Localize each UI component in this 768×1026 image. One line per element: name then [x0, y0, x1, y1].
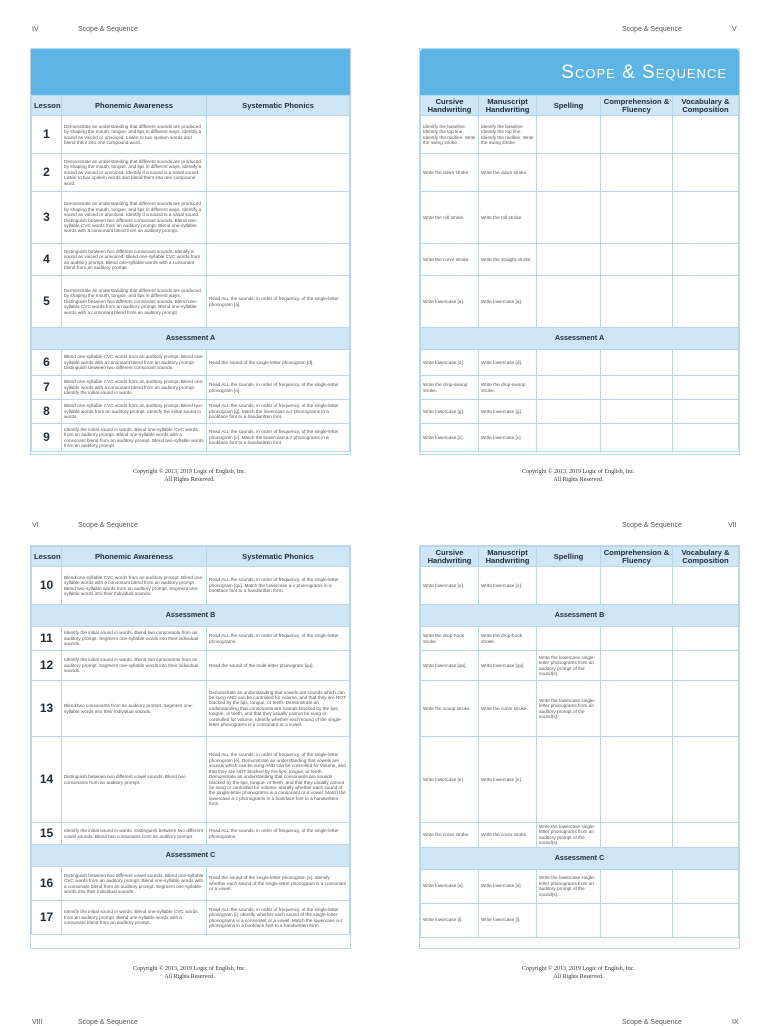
assessment-label: Assessment C: [421, 847, 739, 869]
cursive-cell: Write the scoop stroke.: [421, 681, 479, 737]
assessment-row: [421, 605, 739, 627]
copyright-footer: Copyright © 2013, 2019 Logic of English, Inc. All Rights Reserved.: [133, 469, 246, 483]
comprehension-cell: [601, 424, 673, 452]
manuscript-cell: Write lowercase [e].: [479, 737, 537, 823]
vocabulary-cell: [673, 424, 739, 452]
comprehension-cell: [601, 376, 673, 400]
vocabulary-cell: [673, 903, 739, 937]
systematic-phonics-cell: Read ALL the sounds, in order of frequency, of the single-letter phonogram [i]. Identify whether each sound of the single-letter phonograms is a consonant or a vowel. Match the lowercase a-z phonograms in a bookface font to a handwritten form.: [207, 901, 350, 935]
page-number: VII: [728, 522, 737, 529]
phonemic-awareness-cell: Distinguish between two different vowel sounds. Blend two consonants from an auditory prompt.: [62, 737, 207, 823]
page-number: V: [732, 26, 737, 33]
lesson-row: [32, 567, 350, 605]
lesson-number: 8: [32, 400, 62, 424]
spelling-cell: Write the lowercase single-letter phonograms from an auditory prompt of the sound(s).: [537, 869, 601, 903]
cursive-cell: Write lowercase [o].: [421, 567, 479, 605]
comprehension-cell: [601, 350, 673, 376]
manuscript-cell: Write lowercase [o].: [479, 567, 537, 605]
comprehension-cell: [601, 244, 673, 276]
assessment-row: [32, 845, 350, 867]
cursive-cell: Write lowercase [qu].: [421, 651, 479, 681]
comprehension-cell: [601, 567, 673, 605]
manuscript-cell: Identify the baseline. Identify the top line. Identify the midline. Write the swing stroke.: [479, 116, 537, 154]
manuscript-cell: Write lowercase [qu].: [479, 651, 537, 681]
spelling-cell: [537, 424, 601, 452]
cursive-cell: Write lowercase [i].: [421, 903, 479, 937]
column-header: Manuscript Handwriting: [479, 547, 537, 567]
lesson-row: [32, 116, 350, 154]
lesson-number: 15: [32, 823, 62, 845]
vocabulary-cell: [673, 823, 739, 848]
lesson-row: [32, 737, 350, 823]
lesson-row: [32, 350, 350, 376]
lesson-number: 14: [32, 737, 62, 823]
phonemic-awareness-cell: Demonstrate an understanding that different sounds are produced by shaping the mouth, tongue, and lips in different ways. Distinguish between two different consonant sounds. Blend one-syllable CVC words from an auditory prompt. Blend one-syllable words with a consonant blend from an auditory prompt.: [62, 276, 207, 328]
comprehension-cell: [601, 869, 673, 903]
column-header: Phonemic Awareness: [62, 547, 207, 567]
lesson-row: [32, 651, 350, 681]
lesson-number: 10: [32, 567, 62, 605]
lesson-row: [421, 567, 739, 605]
phonemic-awareness-cell: Demonstrate an understanding that different sounds are produced by shaping the mouth, tongue, and lips in different ways. Identify a sound as voiced or unvoiced. Listen to two spoken words and blend them into one compound word.: [62, 116, 207, 154]
lesson-number: 11: [32, 627, 62, 651]
phonemic-awareness-cell: Blend one-syllable CVC words from an auditory prompt. Blend one-syllable words with a consonant blend from an auditory prompt. Distinguish between two different consonant sounds.: [62, 350, 207, 376]
assessment-label: Assessment A: [32, 328, 350, 350]
lesson-row: [421, 376, 739, 400]
column-header: Manuscript Handwriting: [479, 96, 537, 116]
cursive-cell: Write lowercase [s].: [421, 869, 479, 903]
table-header-row: [421, 96, 739, 116]
phonemic-awareness-cell: Distinguish between two different consonant sounds. Identify a sound as voiced or unvoiced. Blend one-syllable CVC words from an auditory prompt. Blend one-syllable words with a consonant blend from an auditory prompt.: [62, 244, 207, 276]
scope-table: [420, 546, 739, 938]
page-number: IX: [732, 1019, 739, 1026]
page-number: VIII: [32, 1019, 43, 1026]
systematic-phonics-cell: Read ALL the sounds, in order of frequency, of the single-letter phonogram [qu]. Match the lowercase a-z phonograms in a bookface font to a handwritten form.: [207, 567, 350, 605]
assessment-row: [421, 328, 739, 350]
cursive-cell: Write the down stroke.: [421, 154, 479, 192]
banner-title: Scope & Sequence: [561, 62, 727, 83]
vocabulary-cell: [673, 376, 739, 400]
column-header: Comprehension & Fluency: [601, 547, 673, 567]
running-head: Scope & Sequence: [622, 522, 682, 529]
cursive-cell: Write the cross stroke.: [421, 823, 479, 848]
column-header: Cursive Handwriting: [421, 96, 479, 116]
manuscript-cell: Write lowercase [g].: [479, 400, 537, 424]
lesson-number: 2: [32, 154, 62, 192]
manuscript-cell: Write lowercase [d].: [479, 350, 537, 376]
running-head: Scope & Sequence: [78, 522, 138, 529]
cursive-cell: Write the curve stroke.: [421, 244, 479, 276]
phonemic-awareness-cell: Blend two consonants from an auditory prompt. Segment one-syllable words into their individual sounds.: [62, 681, 207, 737]
vocabulary-cell: [673, 154, 739, 192]
spelling-cell: [537, 276, 601, 328]
manuscript-cell: Write the drop-hook stroke.: [479, 627, 537, 651]
page-number: VI: [32, 522, 39, 529]
lesson-row: [32, 192, 350, 244]
assessment-row: [421, 847, 739, 869]
lesson-row: [421, 869, 739, 903]
lesson-row: [421, 903, 739, 937]
running-head: Scope & Sequence: [78, 26, 138, 33]
cursive-cell: Write the drop-hook stroke.: [421, 627, 479, 651]
comprehension-cell: [601, 154, 673, 192]
scope-table: [31, 95, 350, 452]
spelling-cell: [537, 192, 601, 244]
spelling-cell: [537, 567, 601, 605]
table-header-row: [32, 96, 350, 116]
phonemic-awareness-cell: Blend one-syllable CVC words from an auditory prompt. Blend one-syllable words with a consonant blend from an auditory prompt. Identify the initial sound in words.: [62, 376, 207, 400]
comprehension-cell: [601, 903, 673, 937]
vocabulary-cell: [673, 737, 739, 823]
cursive-cell: Write lowercase [c].: [421, 424, 479, 452]
lesson-row: [421, 651, 739, 681]
spelling-cell: Write the lowercase single-letter phonograms from an auditory prompt of the sound(s).: [537, 823, 601, 848]
lesson-row: [32, 244, 350, 276]
lesson-row: [32, 823, 350, 845]
lesson-row: [32, 376, 350, 400]
systematic-phonics-cell: [207, 244, 350, 276]
comprehension-cell: [601, 681, 673, 737]
column-header: Lesson: [32, 547, 62, 567]
systematic-phonics-cell: Read ALL the sounds, in order of frequency, of the single-letter phonograms.: [207, 823, 350, 845]
lesson-number: 1: [32, 116, 62, 154]
lesson-row: [32, 154, 350, 192]
cursive-cell: Write lowercase [a].: [421, 276, 479, 328]
phonemic-awareness-cell: Demonstrate an understanding that different sounds are produced by shaping the mouth, tongue, and lips in different ways. Identify a sound as voiced or unvoiced. Identify if a sound is a nasal sound. Listen to two spoken words and blend them into one compound word.: [62, 154, 207, 192]
systematic-phonics-cell: [207, 116, 350, 154]
column-header: Cursive Handwriting: [421, 547, 479, 567]
column-header: Lesson: [32, 96, 62, 116]
lesson-row: [421, 681, 739, 737]
vocabulary-cell: [673, 350, 739, 376]
spelling-cell: Write the lowercase single-letter phonograms from an auditory prompt of the sound(s).: [537, 681, 601, 737]
systematic-phonics-cell: Read ALL the sounds, in order of frequency, of the single-letter phonogram [a].: [207, 276, 350, 328]
manuscript-cell: Write lowercase [i].: [479, 903, 537, 937]
manuscript-cell: Write lowercase [c].: [479, 424, 537, 452]
spelling-cell: [537, 116, 601, 154]
systematic-phonics-cell: Read ALL the sounds, in order of frequency, of the single-letter phonogram [c]. Match the lowercase a-z phonograms in a bookface font to a handwritten font.: [207, 424, 350, 452]
vocabulary-cell: [673, 651, 739, 681]
systematic-phonics-cell: Read ALL the sounds, in order of frequency, of the single-letter phonograms.: [207, 627, 350, 651]
lesson-number: 12: [32, 651, 62, 681]
scope-table-panel: [30, 48, 351, 455]
comprehension-cell: [601, 627, 673, 651]
systematic-phonics-cell: [207, 192, 350, 244]
column-header: Spelling: [537, 547, 601, 567]
comprehension-cell: [601, 737, 673, 823]
lesson-row: [32, 627, 350, 651]
header-banner: [420, 49, 739, 95]
phonemic-awareness-cell: Demonstrate an understanding that different sounds are produced by shaping the mouth, tongue, and lips in different ways. Identify a sound as voiced or unvoiced. Identify if a sound is a nasal sound. Distinguish between two different consonant sounds. Blend one-syllable CVC words from an auditory prompt. Blend one-syllable words with a consonant blend from an auditory prompt.: [62, 192, 207, 244]
systematic-phonics-cell: Read the sound of the single-letter phonogram [d].: [207, 350, 350, 376]
running-head: Scope & Sequence: [622, 1019, 682, 1026]
assessment-label: Assessment C: [32, 845, 350, 867]
column-header: Vocabulary & Composition: [673, 547, 739, 567]
phonemic-awareness-cell: Identify the initial sound in words. Blend two consonants from an auditory prompt. Segment one-syllable words into their individual sounds.: [62, 651, 207, 681]
copyright-footer: Copyright © 2013, 2019 Logic of English, Inc. All Rights Reserved.: [522, 966, 635, 980]
vocabulary-cell: [673, 567, 739, 605]
lesson-row: [421, 244, 739, 276]
cursive-cell: Write lowercase [d].: [421, 350, 479, 376]
spelling-cell: Write the lowercase single-letter phonograms from an auditory prompt of the sound(s).: [537, 651, 601, 681]
assessment-row: [32, 605, 350, 627]
phonemic-awareness-cell: Identify the initial sound in words. Blend two consonants from an auditory prompt. Segment one-syllable words into their individual sounds.: [62, 627, 207, 651]
column-header: Phonemic Awareness: [62, 96, 207, 116]
scope-table-panel: [30, 545, 351, 949]
assessment-label: Assessment A: [421, 328, 739, 350]
manuscript-cell: Write the curve stroke.: [479, 681, 537, 737]
table-header-row: [32, 547, 350, 567]
copyright-footer: Copyright © 2013, 2019 Logic of English, Inc. All Rights Reserved.: [133, 966, 246, 980]
vocabulary-cell: [673, 276, 739, 328]
comprehension-cell: [601, 116, 673, 154]
spelling-cell: [537, 154, 601, 192]
vocabulary-cell: [673, 681, 739, 737]
lesson-row: [421, 116, 739, 154]
phonemic-awareness-cell: Identify the initial sound in words. Blend one-syllable CVC words from an auditory prompt. Blend one-syllable words with a consonant blend from an auditory prompt. Blend two-syllable words from an auditory prompt.: [62, 424, 207, 452]
manuscript-cell: Write the down stroke.: [479, 154, 537, 192]
manuscript-cell: Write the straight stroke.: [479, 244, 537, 276]
lesson-number: 13: [32, 681, 62, 737]
manuscript-cell: Write lowercase [a].: [479, 276, 537, 328]
page-number: IV: [32, 26, 39, 33]
manuscript-cell: Write lowercase [s].: [479, 869, 537, 903]
manuscript-cell: Write the roll stroke.: [479, 192, 537, 244]
copyright-footer: Copyright © 2013, 2019 Logic of English, Inc. All Rights Reserved.: [522, 469, 635, 483]
systematic-phonics-cell: Read the sound of the multi-letter phonogram [qu].: [207, 651, 350, 681]
cursive-cell: Write lowercase [e].: [421, 737, 479, 823]
lesson-number: 9: [32, 424, 62, 452]
phonemic-awareness-cell: Distinguish between two different vowel sounds. Blend one-syllable CVC words from an auditory prompt. Blend one-syllable words with a consonant blend from an auditory prompt. Segment one-syllable words into their individual sounds.: [62, 867, 207, 901]
header-banner: [31, 49, 350, 95]
lesson-number: 3: [32, 192, 62, 244]
lesson-number: 4: [32, 244, 62, 276]
cursive-cell: Write the roll stroke.: [421, 192, 479, 244]
scope-table: [420, 95, 739, 452]
lesson-number: 17: [32, 901, 62, 935]
comprehension-cell: [601, 823, 673, 848]
assessment-row: [32, 328, 350, 350]
running-head: Scope & Sequence: [622, 26, 682, 33]
lesson-row: [32, 867, 350, 901]
assessment-label: Assessment B: [421, 605, 739, 627]
spelling-cell: [537, 350, 601, 376]
lesson-row: [32, 681, 350, 737]
spelling-cell: [537, 400, 601, 424]
lesson-row: [32, 400, 350, 424]
cursive-cell: Write lowercase [g].: [421, 400, 479, 424]
running-head: Scope & Sequence: [78, 1019, 138, 1026]
lesson-row: [32, 276, 350, 328]
lesson-row: [421, 400, 739, 424]
lesson-number: 6: [32, 350, 62, 376]
lesson-row: [421, 276, 739, 328]
lesson-row: [421, 424, 739, 452]
comprehension-cell: [601, 651, 673, 681]
cursive-cell: Identify the baseline. Identify the top line. Identify the midline. Write the swing stroke.: [421, 116, 479, 154]
comprehension-cell: [601, 400, 673, 424]
lesson-number: 16: [32, 867, 62, 901]
lesson-row: [421, 823, 739, 848]
systematic-phonics-cell: [207, 154, 350, 192]
spelling-cell: [537, 376, 601, 400]
vocabulary-cell: [673, 116, 739, 154]
scope-table-panel: [419, 545, 740, 949]
lesson-row: [421, 154, 739, 192]
phonemic-awareness-cell: Identify the initial sound in words. Blend one-syllable CVC words from an auditory prompt. Blend one-syllable words with a consonant blend from an auditory prompt.: [62, 901, 207, 935]
column-header: Spelling: [537, 96, 601, 116]
lesson-row: [32, 901, 350, 935]
phonemic-awareness-cell: Blend one-syllable CVC words from an auditory prompt. Blend two-syllable words from an auditory prompt. Identify the initial sound in words.: [62, 400, 207, 424]
cursive-cell: Write the drop-swoop stroke.: [421, 376, 479, 400]
vocabulary-cell: [673, 400, 739, 424]
phonemic-awareness-cell: Identify the initial sound in words. Distinguish between two different vowel sounds. Blend two consonants from an auditory prompt.: [62, 823, 207, 845]
phonemic-awareness-cell: Blend one-syllable CVC words from an auditory prompt. Blend one-syllable words with a consonant blend from an auditory prompt. Blend two-syllable words from an auditory prompt. Segment one-syllable words into their individual sounds.: [62, 567, 207, 605]
assessment-label: Assessment B: [32, 605, 350, 627]
scope-table: [31, 546, 350, 935]
column-header: Vocabulary & Composition: [673, 96, 739, 116]
lesson-row: [421, 627, 739, 651]
table-header-row: [421, 547, 739, 567]
column-header: Systematic Phonics: [207, 96, 350, 116]
lesson-row: [421, 350, 739, 376]
lesson-row: [32, 424, 350, 452]
lesson-number: 7: [32, 376, 62, 400]
systematic-phonics-cell: Read ALL the sounds, in order of frequency, of the single-letter phonogram [o].: [207, 376, 350, 400]
lesson-row: [421, 192, 739, 244]
scope-table-panel: [419, 48, 740, 455]
manuscript-cell: Write the drop-swoop stroke.: [479, 376, 537, 400]
vocabulary-cell: [673, 627, 739, 651]
vocabulary-cell: [673, 192, 739, 244]
systematic-phonics-cell: Read ALL the sounds, in order of frequency, of the single-letter phonogram [g]. Match the lowercase a-z phonograms in a bookface font to a handwritten font.: [207, 400, 350, 424]
systematic-phonics-cell: Read ALL the sounds, in order of frequency, of the single-letter phonogram [e]. Demonstrate an understanding that vowels are sounds which can be sung AND can be controlled for volume, and that they are NOT blocked by the lips, tongue, or teeth. Demonstrate an understanding that consonants are sounds blocked by the lips, tongue, or teeth, and that they usually cannot be sung or controlled for volume. Identify whether each sound of the single-letter phonograms is a consonant or a vowel. Match the lowercase a-z phonograms in a bookface font to a handwritten form.: [207, 737, 350, 823]
vocabulary-cell: [673, 244, 739, 276]
spelling-cell: [537, 737, 601, 823]
spelling-cell: [537, 903, 601, 937]
systematic-phonics-cell: Demonstrate an understanding that vowels are sounds which can be sung AND can be controlled for volume, and that they are NOT blocked by the lips, tongue, or teeth. Demonstrate an understanding that consonants are sounds blocked by the lips, tongue, or teeth, and that they usually cannot be sung or controlled for volume. Identify whether each sound of the single-letter phonograms is a consonant or a vowel.: [207, 681, 350, 737]
column-header: Comprehension & Fluency: [601, 96, 673, 116]
manuscript-cell: Write the cross stroke.: [479, 823, 537, 848]
vocabulary-cell: [673, 869, 739, 903]
systematic-phonics-cell: Read the sound of the single-letter phonogram [s]. Identify whether each sound of the single-letter phonogram is a consonant or a vowel.: [207, 867, 350, 901]
comprehension-cell: [601, 276, 673, 328]
spelling-cell: [537, 627, 601, 651]
comprehension-cell: [601, 192, 673, 244]
lesson-number: 5: [32, 276, 62, 328]
column-header: Systematic Phonics: [207, 547, 350, 567]
spelling-cell: [537, 244, 601, 276]
lesson-row: [421, 737, 739, 823]
